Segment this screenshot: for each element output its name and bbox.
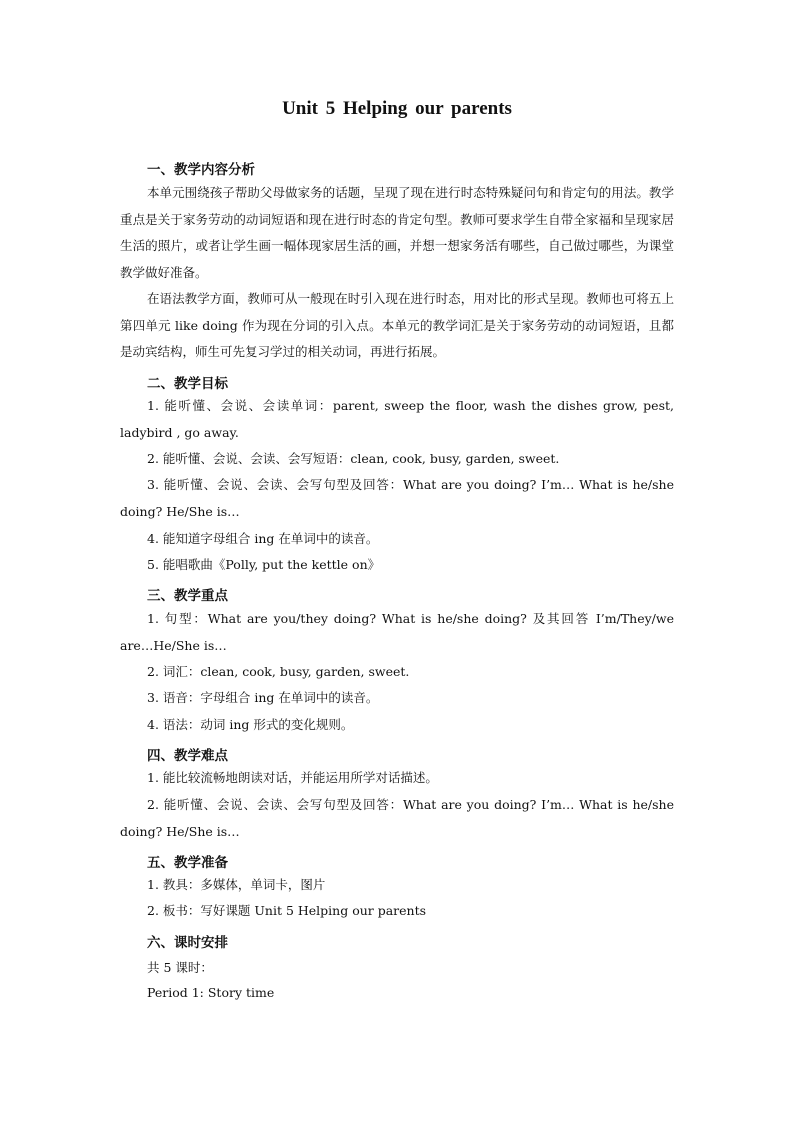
section-heading-content-analysis: 一、教学内容分析 (147, 162, 255, 178)
list-item: 2. 能听懂、会说、会读、会写短语：clean, cook, busy, garden, sweet. (147, 451, 560, 466)
schedule-line: 共 5 课时： (147, 960, 213, 975)
list-item: 1. 句型：What are you/they doing? What is he/she doing? 及其回答 I’m/They/we are…He/She is… (120, 611, 674, 653)
list-item: 4. 能知道字母组合 ing 在单词中的读音。 (147, 531, 379, 546)
paragraph: 在语法教学方面，教师可从一般现在时引入现在进行时态，用对比的形式呈现。教师也可将五上第四单元 like doing 作为现在分词的引入点。本单元的教学词汇是关于家务劳动的动词短语，且都是动宾结构，师生可先复习学过的相关动词，再进行拓展。 (120, 291, 674, 359)
section-heading-objectives: 二、教学目标 (147, 376, 228, 392)
list-item: 4. 语法：动词 ing 形式的变化规则。 (147, 717, 354, 732)
list-item: 2. 词汇：clean, cook, busy, garden, sweet. (147, 664, 410, 679)
list-item: 1. 教具：多媒体，单词卡，图片 (147, 877, 326, 892)
section-heading-schedule: 六、课时安排 (147, 935, 228, 951)
list-item: 3. 语音：字母组合 ing 在单词中的读音。 (147, 690, 379, 705)
schedule-line: Period 1: Story time (147, 985, 275, 1000)
list-item: 2. 板书：写好课题 Unit 5 Helping our parents (147, 903, 427, 918)
list-item: 3. 能听懂、会说、会读、会写句型及回答：What are you doing? I’m… What is he/she doing? He/She is… (120, 477, 674, 519)
section-heading-difficulties: 四、教学难点 (147, 748, 228, 764)
list-item: 2. 能听懂、会说、会读、会写句型及回答：What are you doing? I’m… What is he/she doing? He/She is… (120, 797, 674, 839)
section-heading-preparation: 五、教学准备 (147, 855, 228, 871)
list-item: 1. 能听懂、会说、会读单词：parent, sweep the floor, wash the dishes grow, pest, ladybird , go away. (120, 398, 674, 440)
list-item: 5. 能唱歌曲《Polly, put the kettle on》 (147, 557, 381, 572)
list-item: 1. 能比较流畅地朗读对话，并能运用所学对话描述。 (147, 770, 438, 785)
document-title: Unit 5 Helping our parents (282, 98, 512, 119)
section-content-analysis (120, 180, 674, 366)
section-heading-key-points: 三、教学重点 (147, 588, 228, 604)
paragraph: 本单元围绕孩子帮助父母做家务的话题，呈现了现在进行时态特殊疑问句和肯定句的用法。教学重点是关于家务劳动的动词短语和现在进行时态的肯定句型。教师可要求学生自带全家福和呈现家居生活的照片，或者让学生画一幅体现家居生活的画，并想一想家务活有哪些，自己做过哪些，为课堂教学做好准备。 (120, 185, 674, 280)
